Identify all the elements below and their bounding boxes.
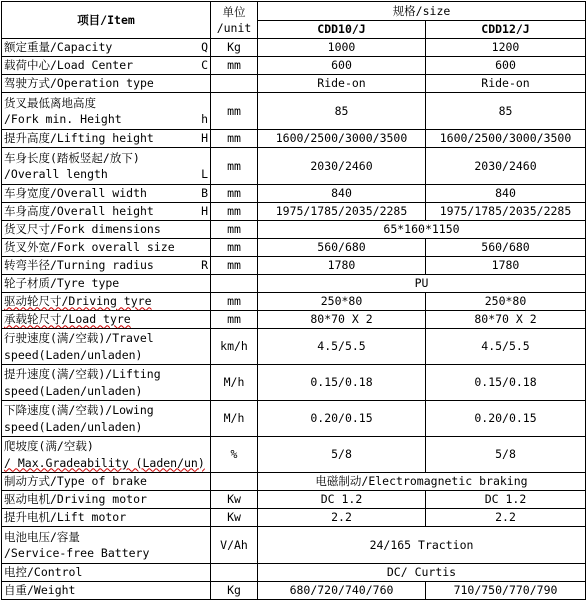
row-value-2: Ride-on	[426, 75, 586, 93]
row-value-2: 0.15/0.18	[426, 365, 586, 401]
row-value-2: 1780	[426, 257, 586, 275]
row-label: 电控/Control	[4, 565, 83, 580]
row-unit: mm	[211, 148, 258, 185]
row-label: 提升电机/Lift motor	[4, 510, 127, 525]
header-model-2: CDD12/J	[426, 21, 586, 39]
row-unit: Kw	[211, 491, 258, 509]
row-unit: Kw	[211, 509, 258, 527]
row-unit	[211, 473, 258, 491]
row-label-line-2: / Max.Gradeability (Laden/un)	[4, 455, 205, 470]
row-code: C	[201, 58, 208, 73]
row-value-2: 710/750/770/790	[426, 582, 586, 600]
row-label: 载荷中心/Load Center	[4, 58, 134, 73]
row-value-1: 1780	[258, 257, 426, 275]
row-value-2: 600	[426, 57, 586, 75]
row-value-1: 840	[258, 185, 426, 203]
row-unit: mm	[211, 185, 258, 203]
row-value-1: DC 1.2	[258, 491, 426, 509]
row-value-1: 2030/2460	[258, 148, 426, 185]
row-unit: mm	[211, 221, 258, 239]
row-unit: M/h	[211, 365, 258, 401]
row-label: 转弯半径/Turning radius	[4, 258, 154, 273]
row-unit: mm	[211, 203, 258, 221]
row-value-merged: DC/ Curtis	[258, 564, 586, 582]
row-label: 驱动轮尺寸/Driving tyre	[4, 294, 152, 309]
row-code: H	[201, 131, 208, 146]
row-value-1: 1975/1785/2035/2285	[258, 203, 426, 221]
row-label: 货叉外宽/Fork overall size	[4, 240, 175, 255]
row-code: H	[201, 204, 208, 219]
row-value-2: 560/680	[426, 239, 586, 257]
row-unit	[211, 564, 258, 582]
row-value-2: DC 1.2	[426, 491, 586, 509]
row-label: 承载轮尺寸/Load tyre	[4, 312, 131, 327]
row-code: L	[201, 167, 208, 181]
row-value-2: 250*80	[426, 293, 586, 311]
row-unit	[211, 75, 258, 93]
row-unit: mm	[211, 293, 258, 311]
row-label: 额定重量/Capacity	[4, 40, 113, 55]
header-item: 项目/Item	[2, 2, 211, 39]
row-unit: km/h	[211, 329, 258, 365]
row-label: 驱动电机/Driving motor	[4, 492, 147, 507]
row-label: 车身高度/Overall height	[4, 204, 154, 219]
row-label-line-2: speed(Laden/unladen)	[4, 383, 143, 398]
row-label: 车身宽度/Overall width	[4, 186, 147, 201]
row-label-line-1: 爬坡度(满/空载)	[4, 439, 94, 453]
row-label-line-1: 货叉最低离地高度	[4, 95, 96, 110]
row-label-line-2: /Overall length	[4, 167, 108, 181]
spec-table	[1, 1, 586, 600]
row-value-merged: PU	[258, 275, 586, 293]
row-label-line-1: 下降速度(满/空载)/Lowing	[4, 403, 154, 417]
row-label-line-2: speed(Laden/unladen)	[4, 347, 143, 362]
row-value-1: 680/720/740/760	[258, 582, 426, 600]
row-label: 轮子材质/Tyre type	[4, 276, 120, 291]
row-value-2: 85	[426, 93, 586, 130]
row-value-1: 560/680	[258, 239, 426, 257]
row-unit: Kg	[211, 582, 258, 600]
row-label: 驾驶方式/Operation type	[4, 76, 154, 91]
header-model-1: CDD10/J	[258, 21, 426, 39]
row-label: 提升高度/Lifting height	[4, 131, 154, 146]
row-label-line-2: speed(Laden/unladen)	[4, 419, 143, 434]
row-value-1: 5/8	[258, 437, 426, 473]
row-value-1: 2.2	[258, 509, 426, 527]
row-unit: mm	[211, 57, 258, 75]
row-value-2: 1600/2500/3000/3500	[426, 130, 586, 148]
header-spec: 规格/size	[258, 2, 586, 21]
row-value-1: 85	[258, 93, 426, 130]
row-unit: V/Ah	[211, 527, 258, 564]
row-label-line-1: 提升速度(满/空载)/Lifting	[4, 367, 161, 381]
row-code: h	[201, 112, 208, 126]
row-value-1: 80*70 X 2	[258, 311, 426, 329]
row-value-1: 250*80	[258, 293, 426, 311]
row-value-2: 5/8	[426, 437, 586, 473]
row-value-2: 1200	[426, 39, 586, 57]
row-value-1: 0.15/0.18	[258, 365, 426, 401]
row-label-line-1: 行驶速度(满/空载)/Travel	[4, 331, 154, 345]
row-unit: M/h	[211, 401, 258, 437]
row-code: Q	[201, 40, 208, 55]
row-code: R	[201, 258, 208, 273]
row-value-1: 1000	[258, 39, 426, 57]
row-unit: %	[211, 437, 258, 473]
header-unit	[211, 2, 258, 39]
row-value-1: 0.20/0.15	[258, 401, 426, 437]
row-label-line-1: 车身长度(踏板竖起/放下)	[4, 150, 140, 165]
header-unit-cn: 单位	[222, 5, 246, 19]
row-value-2: 2.2	[426, 509, 586, 527]
row-value-2: 1975/1785/2035/2285	[426, 203, 586, 221]
row-value-1: 1600/2500/3000/3500	[258, 130, 426, 148]
row-label: 货叉尺寸/Fork dimensions	[4, 222, 161, 237]
row-unit: mm	[211, 239, 258, 257]
row-unit: mm	[211, 257, 258, 275]
row-value-1: 600	[258, 57, 426, 75]
row-label-line-2: /Fork min. Height	[4, 112, 122, 126]
row-value-merged: 24/165 Traction	[258, 527, 586, 564]
row-label-line-1: 电池电压/容量	[4, 529, 80, 544]
row-value-2: 840	[426, 185, 586, 203]
row-unit: Kg	[211, 39, 258, 57]
header-unit-en: /unit	[216, 21, 252, 35]
row-value-1: Ride-on	[258, 75, 426, 93]
row-value-2: 4.5/5.5	[426, 329, 586, 365]
row-value-merged: 电磁制动/Electromagnetic braking	[258, 473, 586, 491]
row-value-2: 2030/2460	[426, 148, 586, 185]
row-unit: mm	[211, 93, 258, 130]
row-label: 制动方式/Type of brake	[4, 474, 147, 489]
row-value-merged: 65*160*1150	[258, 221, 586, 239]
row-code: B	[201, 186, 208, 201]
row-label: 自重/Weight	[4, 583, 76, 598]
row-value-2: 80*70 X 2	[426, 311, 586, 329]
row-unit	[211, 275, 258, 293]
row-unit: mm	[211, 130, 258, 148]
row-value-2: 0.20/0.15	[426, 401, 586, 437]
row-label-line-2: /Service-free Battery	[4, 546, 150, 560]
row-value-1: 4.5/5.5	[258, 329, 426, 365]
row-unit: mm	[211, 311, 258, 329]
